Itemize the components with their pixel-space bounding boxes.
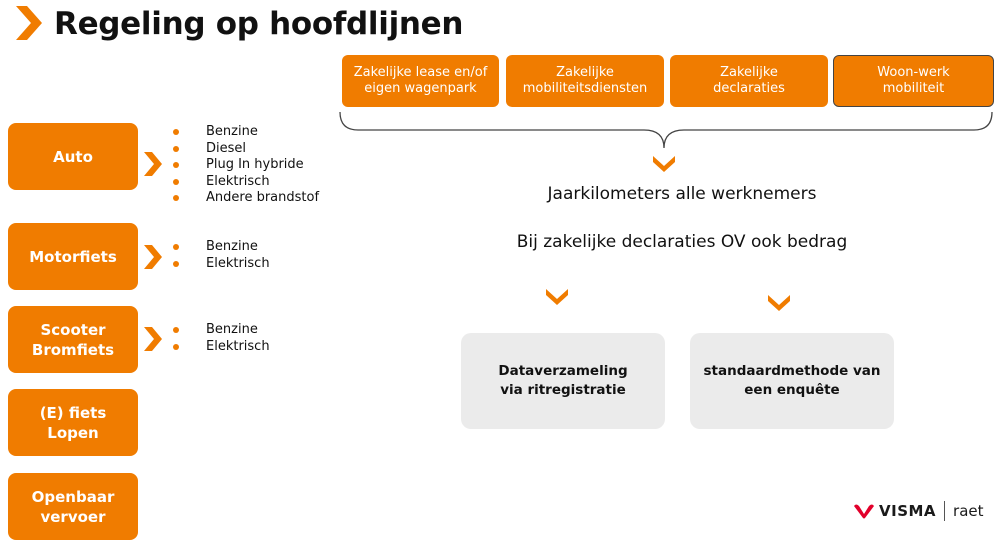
logo-partner: raet [953,502,984,520]
category-e-fiets-lopen [8,389,138,456]
list-item: Diesel [172,141,319,158]
outcome-ritregistratie [461,333,665,429]
box-mobiliteitsdiensten [506,55,664,107]
category-auto [8,123,138,190]
category-label: Motorfiets [29,247,117,266]
list-item: Plug In hybride [172,157,319,174]
list-item: Benzine [172,239,270,256]
scooter-fuel-list [172,322,270,355]
category-label: (E) fiets Lopen [39,403,107,442]
chevron-right-icon [144,245,162,269]
outcome-enquete [690,333,894,429]
box-declaraties [670,55,828,107]
logo-divider [944,501,945,521]
box-zakelijke-lease [342,55,499,107]
page-title: Regeling op hoofdlijnen [54,6,464,42]
list-item: Benzine [172,322,270,339]
chevron-down-icon [653,156,675,172]
list-item: Elektrisch [172,174,319,191]
logo-brand: VISMA [879,502,937,520]
box-label: Woon-werk mobiliteit [877,65,950,96]
list-item: Elektrisch [172,339,270,356]
box-label: Zakelijke declaraties [713,65,785,96]
chevron-right-icon [144,327,162,351]
list-item: Elektrisch [172,256,270,273]
outcome-label: standaardmethode van een enquête [703,363,881,398]
outcome-label: Dataverzameling via ritregistratie [498,363,628,398]
list-item: Andere brandstof [172,190,319,207]
motorfiets-fuel-list [172,239,270,272]
category-label: Scooter Bromfiets [31,320,115,359]
auto-fuel-list [172,124,319,207]
chevron-down-icon [768,295,790,311]
category-scooter-bromfiets [8,306,138,373]
box-woon-werk [833,55,994,107]
center-line-1: Jaarkilometers alle werknemers [547,184,817,204]
category-openbaar-vervoer [8,473,138,540]
category-label: Openbaar vervoer [31,487,115,526]
category-label: Auto [53,147,93,166]
list-item: Benzine [172,124,319,141]
chevron-down-icon [546,289,568,305]
title-chevron-icon [16,6,42,40]
box-label: Zakelijke mobiliteitsdiensten [522,65,648,96]
category-motorfiets [8,223,138,290]
center-line-2: Bij zakelijke declaraties OV ook bedrag [516,232,848,252]
box-label: Zakelijke lease en/of eigen wagenpark [353,65,488,96]
chevron-right-icon [144,152,162,176]
visma-raet-logo [853,500,984,522]
visma-mark-icon [853,503,875,519]
brace-connector [338,108,994,150]
